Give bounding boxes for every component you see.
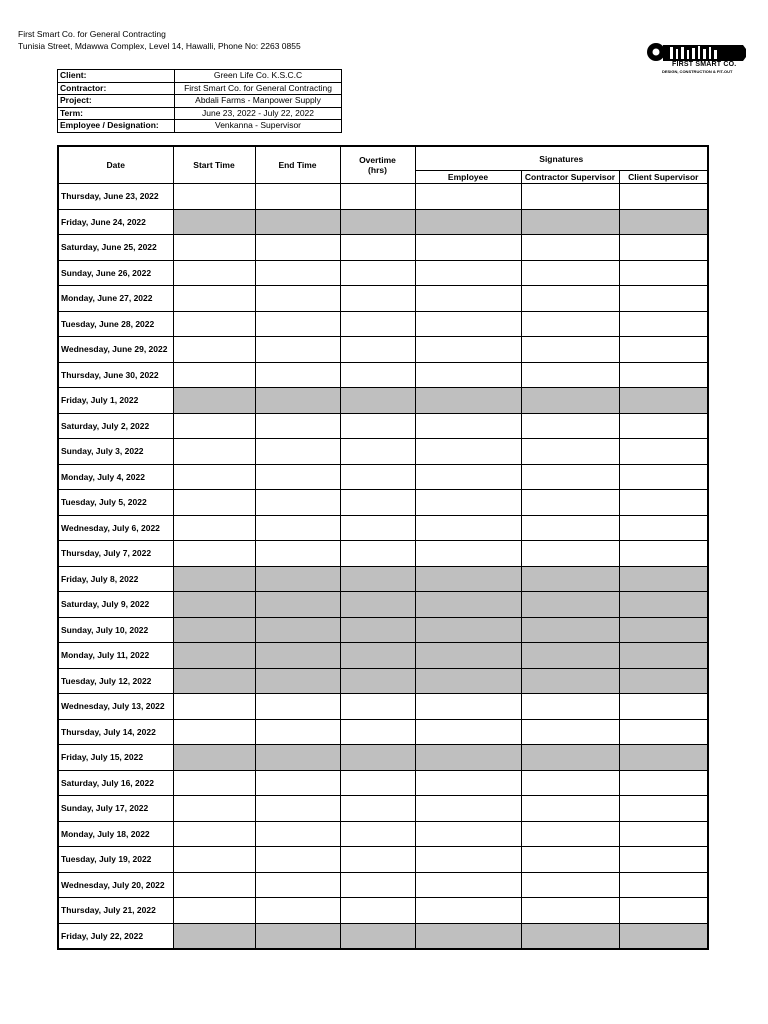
contractor-signature-cell[interactable] (521, 541, 619, 567)
table-row (58, 311, 708, 337)
start-time-cell[interactable] (173, 286, 255, 312)
end-time-cell[interactable] (255, 311, 340, 337)
employee-signature-cell[interactable] (415, 413, 521, 439)
employee-signature-cell[interactable] (415, 388, 521, 414)
end-time-cell[interactable] (255, 821, 340, 847)
start-time-cell[interactable] (173, 439, 255, 465)
date-cell: Sunday, June 26, 2022 (58, 260, 173, 286)
table-row (58, 362, 708, 388)
overtime-cell[interactable] (340, 413, 415, 439)
end-time-cell[interactable] (255, 413, 340, 439)
employee-signature-cell[interactable] (415, 286, 521, 312)
overtime-cell[interactable] (340, 490, 415, 516)
end-time-cell[interactable] (255, 923, 340, 949)
client-signature-cell[interactable] (619, 286, 708, 312)
start-time-cell[interactable] (173, 745, 255, 771)
start-time-cell[interactable] (173, 515, 255, 541)
start-time-cell[interactable] (173, 541, 255, 567)
contractor-signature-cell[interactable] (521, 770, 619, 796)
date-cell: Wednesday, July 6, 2022 (58, 515, 173, 541)
date-cell: Monday, July 18, 2022 (58, 821, 173, 847)
employee-signature-cell[interactable] (415, 184, 521, 210)
company-name: First Smart Co. for General Contracting (18, 29, 166, 39)
date-cell: Saturday, June 25, 2022 (58, 235, 173, 261)
contractor-signature-cell[interactable] (521, 209, 619, 235)
employee-signature-cell[interactable] (415, 490, 521, 516)
column-header-employee: Employee (415, 171, 521, 184)
overtime-cell[interactable] (340, 923, 415, 949)
contractor-signature-cell[interactable] (521, 311, 619, 337)
start-time-cell[interactable] (173, 566, 255, 592)
overtime-cell[interactable] (340, 311, 415, 337)
overtime-cell[interactable] (340, 745, 415, 771)
logo-tagline: DESIGN, CONSTRUCTION & FIT-OUT (662, 69, 733, 74)
table-row (58, 566, 708, 592)
overtime-cell[interactable] (340, 719, 415, 745)
client-signature-cell[interactable] (619, 566, 708, 592)
table-row (58, 668, 708, 694)
employee-signature-cell[interactable] (415, 362, 521, 388)
start-time-cell[interactable] (173, 694, 255, 720)
client-signature-cell[interactable] (619, 821, 708, 847)
employee-signature-cell[interactable] (415, 872, 521, 898)
start-time-cell[interactable] (173, 770, 255, 796)
date-cell: Tuesday, July 5, 2022 (58, 490, 173, 516)
start-time-cell[interactable] (173, 643, 255, 669)
end-time-cell[interactable] (255, 796, 340, 822)
column-header-contractor-supervisor: Contractor Supervisor (521, 171, 619, 184)
table-row (58, 439, 708, 465)
table-row (58, 796, 708, 822)
end-time-cell[interactable] (255, 898, 340, 924)
contractor-signature-cell[interactable] (521, 796, 619, 822)
column-header-client-supervisor: Client Supervisor (619, 171, 708, 184)
overtime-cell[interactable] (340, 541, 415, 567)
client-signature-cell[interactable] (619, 847, 708, 873)
client-signature-cell[interactable] (619, 745, 708, 771)
employee-signature-cell[interactable] (415, 923, 521, 949)
overtime-unit: (hrs) (368, 165, 387, 175)
date-cell: Sunday, July 10, 2022 (58, 617, 173, 643)
start-time-cell[interactable] (173, 617, 255, 643)
contractor-signature-cell[interactable] (521, 566, 619, 592)
contractor-signature-cell[interactable] (521, 745, 619, 771)
start-time-cell[interactable] (173, 413, 255, 439)
employee-signature-cell[interactable] (415, 694, 521, 720)
info-row (58, 70, 342, 83)
table-row (58, 719, 708, 745)
date-cell: Monday, July 4, 2022 (58, 464, 173, 490)
overtime-cell[interactable] (340, 617, 415, 643)
overtime-cell[interactable] (340, 515, 415, 541)
client-signature-cell[interactable] (619, 388, 708, 414)
end-time-cell[interactable] (255, 872, 340, 898)
end-time-cell[interactable] (255, 209, 340, 235)
overtime-cell[interactable] (340, 439, 415, 465)
overtime-cell[interactable] (340, 668, 415, 694)
contractor-signature-cell[interactable] (521, 439, 619, 465)
start-time-cell[interactable] (173, 260, 255, 286)
overtime-cell[interactable] (340, 362, 415, 388)
employee-signature-cell[interactable] (415, 847, 521, 873)
end-time-cell[interactable] (255, 515, 340, 541)
date-cell: Wednesday, June 29, 2022 (58, 337, 173, 363)
table-row (58, 770, 708, 796)
logo-wordmark: FIRST SMART CO. (672, 61, 737, 68)
contractor-signature-cell[interactable] (521, 184, 619, 210)
client-signature-cell[interactable] (619, 592, 708, 618)
employee-signature-cell[interactable] (415, 668, 521, 694)
client-signature-cell[interactable] (619, 209, 708, 235)
start-time-cell[interactable] (173, 235, 255, 261)
table-row (58, 745, 708, 771)
info-row (58, 120, 342, 133)
employee-signature-cell[interactable] (415, 515, 521, 541)
start-time-cell[interactable] (173, 311, 255, 337)
client-signature-cell[interactable] (619, 719, 708, 745)
contractor-signature-cell[interactable] (521, 362, 619, 388)
contractor-signature-cell[interactable] (521, 694, 619, 720)
client-signature-cell[interactable] (619, 923, 708, 949)
overtime-cell[interactable] (340, 566, 415, 592)
end-time-cell[interactable] (255, 719, 340, 745)
employee-signature-cell[interactable] (415, 337, 521, 363)
end-time-cell[interactable] (255, 337, 340, 363)
date-cell: Sunday, July 3, 2022 (58, 439, 173, 465)
end-time-cell[interactable] (255, 439, 340, 465)
info-value: Venkanna - Supervisor (175, 120, 342, 133)
start-time-cell[interactable] (173, 388, 255, 414)
overtime-cell[interactable] (340, 184, 415, 210)
client-signature-cell[interactable] (619, 184, 708, 210)
employee-signature-cell[interactable] (415, 796, 521, 822)
info-value: June 23, 2022 - July 22, 2022 (175, 107, 342, 120)
table-row (58, 464, 708, 490)
overtime-cell[interactable] (340, 260, 415, 286)
date-cell: Tuesday, July 19, 2022 (58, 847, 173, 873)
table-row (58, 413, 708, 439)
overtime-cell[interactable] (340, 643, 415, 669)
table-row (58, 694, 708, 720)
start-time-cell[interactable] (173, 898, 255, 924)
start-time-cell[interactable] (173, 923, 255, 949)
contractor-signature-cell[interactable] (521, 464, 619, 490)
overtime-cell[interactable] (340, 388, 415, 414)
date-cell: Friday, July 22, 2022 (58, 923, 173, 949)
date-cell: Monday, July 11, 2022 (58, 643, 173, 669)
end-time-cell[interactable] (255, 617, 340, 643)
company-logo (646, 36, 746, 76)
contractor-signature-cell[interactable] (521, 668, 619, 694)
client-signature-cell[interactable] (619, 311, 708, 337)
date-cell: Saturday, July 16, 2022 (58, 770, 173, 796)
client-signature-cell[interactable] (619, 770, 708, 796)
column-header-end-time: End Time (255, 146, 340, 184)
overtime-cell[interactable] (340, 770, 415, 796)
client-signature-cell[interactable] (619, 515, 708, 541)
contractor-signature-cell[interactable] (521, 413, 619, 439)
end-time-cell[interactable] (255, 362, 340, 388)
overtime-cell[interactable] (340, 286, 415, 312)
employee-signature-cell[interactable] (415, 898, 521, 924)
start-time-cell[interactable] (173, 209, 255, 235)
date-cell: Tuesday, June 28, 2022 (58, 311, 173, 337)
table-row (58, 872, 708, 898)
overtime-cell[interactable] (340, 796, 415, 822)
column-header-date: Date (58, 146, 173, 184)
company-header (18, 28, 301, 52)
contractor-signature-cell[interactable] (521, 617, 619, 643)
date-cell: Friday, July 15, 2022 (58, 745, 173, 771)
end-time-cell[interactable] (255, 260, 340, 286)
start-time-cell[interactable] (173, 592, 255, 618)
start-time-cell[interactable] (173, 821, 255, 847)
column-header-overtime (340, 146, 415, 184)
date-cell: Sunday, July 17, 2022 (58, 796, 173, 822)
employee-signature-cell[interactable] (415, 209, 521, 235)
overtime-cell[interactable] (340, 821, 415, 847)
column-header-signatures: Signatures (415, 146, 708, 171)
client-signature-cell[interactable] (619, 464, 708, 490)
client-signature-cell[interactable] (619, 413, 708, 439)
contractor-signature-cell[interactable] (521, 515, 619, 541)
contractor-signature-cell[interactable] (521, 898, 619, 924)
overtime-cell[interactable] (340, 694, 415, 720)
client-signature-cell[interactable] (619, 439, 708, 465)
date-cell: Thursday, July 14, 2022 (58, 719, 173, 745)
employee-signature-cell[interactable] (415, 770, 521, 796)
date-cell: Tuesday, July 12, 2022 (58, 668, 173, 694)
info-value: Green Life Co. K.S.C.C (175, 70, 342, 83)
date-cell: Thursday, June 23, 2022 (58, 184, 173, 210)
date-cell: Friday, July 1, 2022 (58, 388, 173, 414)
end-time-cell[interactable] (255, 286, 340, 312)
overtime-cell[interactable] (340, 209, 415, 235)
table-row (58, 541, 708, 567)
table-row (58, 388, 708, 414)
contractor-signature-cell[interactable] (521, 235, 619, 261)
client-signature-cell[interactable] (619, 898, 708, 924)
contractor-signature-cell[interactable] (521, 260, 619, 286)
table-row (58, 923, 708, 949)
overtime-cell[interactable] (340, 872, 415, 898)
end-time-cell[interactable] (255, 566, 340, 592)
timesheet-table (57, 145, 709, 950)
table-row (58, 643, 708, 669)
employee-signature-cell[interactable] (415, 745, 521, 771)
client-signature-cell[interactable] (619, 617, 708, 643)
contractor-signature-cell[interactable] (521, 847, 619, 873)
employee-signature-cell[interactable] (415, 643, 521, 669)
employee-signature-cell[interactable] (415, 260, 521, 286)
info-label: Contractor: (58, 82, 175, 95)
table-row (58, 337, 708, 363)
client-signature-cell[interactable] (619, 490, 708, 516)
info-label: Project: (58, 95, 175, 108)
overtime-cell[interactable] (340, 898, 415, 924)
overtime-cell[interactable] (340, 464, 415, 490)
date-cell: Thursday, June 30, 2022 (58, 362, 173, 388)
contractor-signature-cell[interactable] (521, 821, 619, 847)
table-row (58, 260, 708, 286)
client-signature-cell[interactable] (619, 362, 708, 388)
date-cell: Wednesday, July 13, 2022 (58, 694, 173, 720)
client-signature-cell[interactable] (619, 643, 708, 669)
end-time-cell[interactable] (255, 745, 340, 771)
table-row (58, 184, 708, 210)
overtime-cell[interactable] (340, 235, 415, 261)
contractor-signature-cell[interactable] (521, 872, 619, 898)
client-signature-cell[interactable] (619, 541, 708, 567)
end-time-cell[interactable] (255, 694, 340, 720)
contractor-signature-cell[interactable] (521, 592, 619, 618)
table-row (58, 617, 708, 643)
date-cell: Friday, July 8, 2022 (58, 566, 173, 592)
end-time-cell[interactable] (255, 592, 340, 618)
table-row (58, 286, 708, 312)
date-cell: Friday, June 24, 2022 (58, 209, 173, 235)
start-time-cell[interactable] (173, 719, 255, 745)
date-cell: Monday, June 27, 2022 (58, 286, 173, 312)
employee-signature-cell[interactable] (415, 719, 521, 745)
employee-signature-cell[interactable] (415, 821, 521, 847)
info-label: Term: (58, 107, 175, 120)
contractor-signature-cell[interactable] (521, 643, 619, 669)
start-time-cell[interactable] (173, 464, 255, 490)
employee-signature-cell[interactable] (415, 311, 521, 337)
info-label: Employee / Designation: (58, 120, 175, 133)
info-label: Client: (58, 70, 175, 83)
table-row (58, 821, 708, 847)
info-row (58, 82, 342, 95)
start-time-cell[interactable] (173, 668, 255, 694)
company-address: Tunisia Street, Mdawwa Complex, Level 14, Hawalli, Phone No: 2263 0855 (18, 41, 301, 51)
end-time-cell[interactable] (255, 770, 340, 796)
employee-signature-cell[interactable] (415, 464, 521, 490)
end-time-cell[interactable] (255, 847, 340, 873)
end-time-cell[interactable] (255, 643, 340, 669)
end-time-cell[interactable] (255, 490, 340, 516)
date-cell: Saturday, July 9, 2022 (58, 592, 173, 618)
project-info-table (57, 69, 342, 133)
date-cell: Thursday, July 21, 2022 (58, 898, 173, 924)
employee-signature-cell[interactable] (415, 617, 521, 643)
client-signature-cell[interactable] (619, 668, 708, 694)
employee-signature-cell[interactable] (415, 235, 521, 261)
info-row (58, 107, 342, 120)
start-time-cell[interactable] (173, 184, 255, 210)
contractor-signature-cell[interactable] (521, 388, 619, 414)
end-time-cell[interactable] (255, 668, 340, 694)
client-signature-cell[interactable] (619, 796, 708, 822)
contractor-signature-cell[interactable] (521, 923, 619, 949)
start-time-cell[interactable] (173, 337, 255, 363)
employee-signature-cell[interactable] (415, 592, 521, 618)
start-time-cell[interactable] (173, 362, 255, 388)
table-row (58, 515, 708, 541)
start-time-cell[interactable] (173, 847, 255, 873)
overtime-cell[interactable] (340, 592, 415, 618)
client-signature-cell[interactable] (619, 337, 708, 363)
employee-signature-cell[interactable] (415, 566, 521, 592)
date-cell: Thursday, July 7, 2022 (58, 541, 173, 567)
table-row (58, 209, 708, 235)
table-row (58, 847, 708, 873)
start-time-cell[interactable] (173, 490, 255, 516)
column-header-start-time: Start Time (173, 146, 255, 184)
table-row (58, 235, 708, 261)
table-row (58, 490, 708, 516)
overtime-label: Overtime (359, 155, 396, 165)
client-signature-cell[interactable] (619, 260, 708, 286)
employee-signature-cell[interactable] (415, 541, 521, 567)
table-row (58, 592, 708, 618)
end-time-cell[interactable] (255, 541, 340, 567)
employee-signature-cell[interactable] (415, 439, 521, 465)
overtime-cell[interactable] (340, 847, 415, 873)
contractor-signature-cell[interactable] (521, 719, 619, 745)
contractor-signature-cell[interactable] (521, 490, 619, 516)
contractor-signature-cell[interactable] (521, 337, 619, 363)
info-value: Abdali Farms - Manpower Supply (175, 95, 342, 108)
client-signature-cell[interactable] (619, 235, 708, 261)
date-cell: Saturday, July 2, 2022 (58, 413, 173, 439)
date-cell: Wednesday, July 20, 2022 (58, 872, 173, 898)
info-row (58, 95, 342, 108)
end-time-cell[interactable] (255, 184, 340, 210)
info-value: First Smart Co. for General Contracting (175, 82, 342, 95)
start-time-cell[interactable] (173, 796, 255, 822)
start-time-cell[interactable] (173, 872, 255, 898)
overtime-cell[interactable] (340, 337, 415, 363)
client-signature-cell[interactable] (619, 694, 708, 720)
table-row (58, 898, 708, 924)
end-time-cell[interactable] (255, 235, 340, 261)
end-time-cell[interactable] (255, 464, 340, 490)
contractor-signature-cell[interactable] (521, 286, 619, 312)
end-time-cell[interactable] (255, 388, 340, 414)
client-signature-cell[interactable] (619, 872, 708, 898)
